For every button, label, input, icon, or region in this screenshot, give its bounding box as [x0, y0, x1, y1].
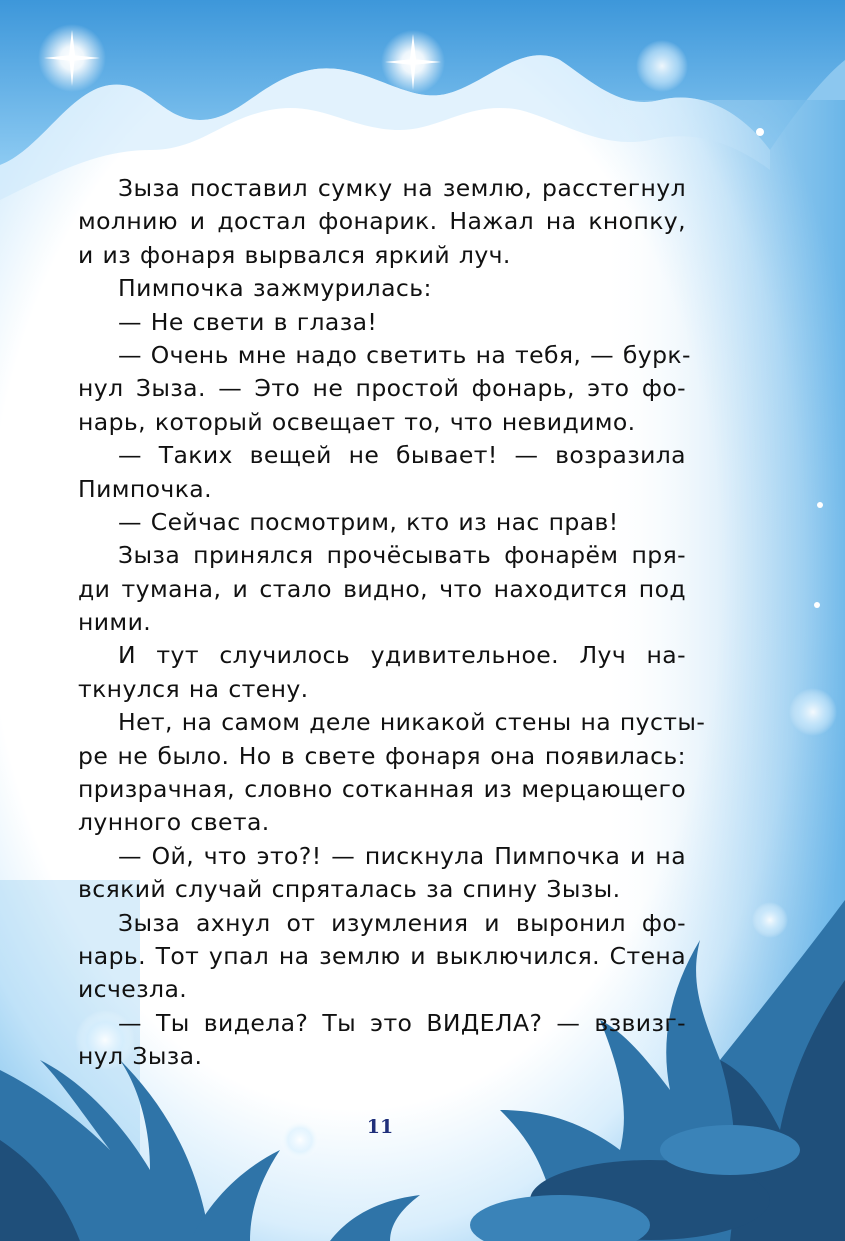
text-line: И тут случилось удивительное. Луч на-: [118, 641, 686, 670]
text-line: молнию и достал фонарик. Нажал на кнопку,: [78, 207, 686, 236]
text-line: Пимпочка зажмурилась:: [118, 274, 432, 303]
text-line: — Ой, что это?! — пискнула Пимпочка и на: [118, 841, 686, 870]
text-line: исчезла.: [78, 975, 188, 1004]
text-line: — Очень мне надо светить на тебя, — бурк-: [118, 340, 691, 369]
text-line: ткнулся на стену.: [78, 674, 309, 703]
text-line: нул Зыза. — Это не простой фонарь, это фо-: [78, 374, 686, 403]
text-line: ди тумана, и стало видно, что находится под: [78, 574, 686, 603]
page-number: 11: [366, 1116, 394, 1138]
text-line: ре не было. Но в свете фонаря она появилась:: [78, 741, 686, 770]
text-line: всякий случай спряталась за спину Зызы.: [78, 875, 621, 904]
text-line: Нет, на самом деле никакой стены на пусты-: [118, 708, 706, 737]
text-line: и из фонаря вырвался яркий луч.: [78, 240, 511, 269]
text-line: — Ты видела? Ты это ВИДЕЛА? — взвизг-: [118, 1008, 686, 1037]
text-line: — Не свети в глаза!: [118, 307, 378, 336]
text-line: Пимпочка.: [78, 474, 212, 503]
text-line: ними.: [78, 608, 152, 637]
text-line: нарь. Тот упал на землю и выключился. Стена: [78, 941, 686, 970]
text-line: Зыза ахнул от изумления и выронил фо-: [118, 908, 686, 937]
text-line: — Сейчас посмотрим, кто из нас прав!: [118, 507, 619, 536]
text-line: нарь, который освещает то, что невидимо.: [78, 407, 636, 436]
text-line: призрачная, словно сотканная из мерцающего: [78, 775, 686, 804]
text-line: Зыза поставил сумку на землю, расстегнул: [118, 174, 686, 202]
text-line: Зыза принялся прочёсывать фонарём пря-: [118, 541, 686, 570]
text-line: нул Зыза.: [78, 1042, 203, 1071]
text-line: лунного света.: [78, 808, 270, 837]
text-line: — Таких вещей не бывает! — возразила: [118, 441, 686, 470]
story-text: [78, 172, 706, 1074]
